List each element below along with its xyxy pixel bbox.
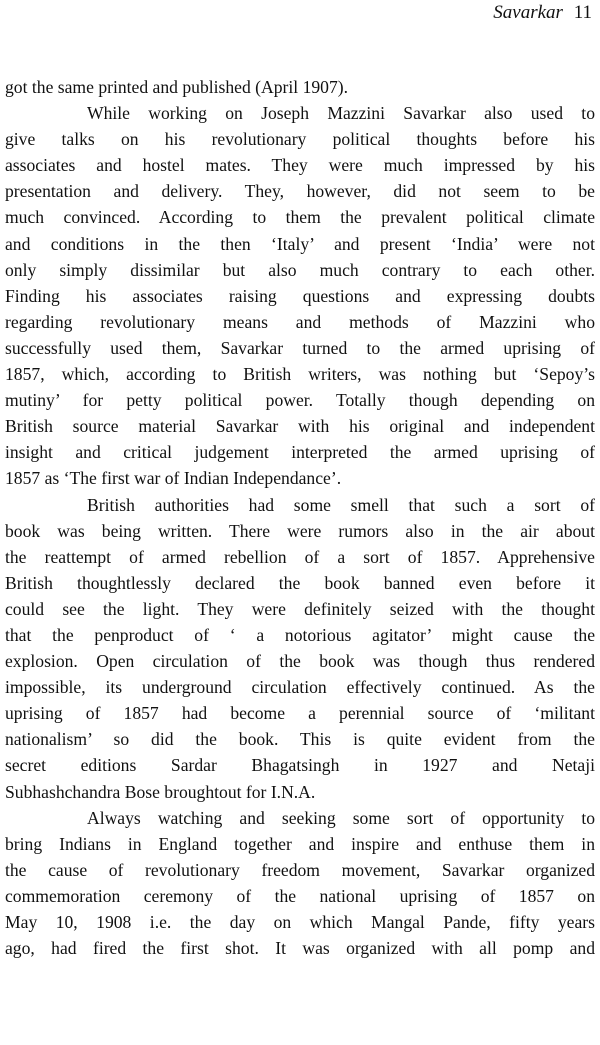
text-line: Finding his associates raising questions and expressing doubts: [5, 285, 595, 306]
text-line: uprising of 1857 had become a perennial source of ‘militant: [5, 703, 595, 724]
text-line: 1857, which, according to British writers, was nothing but ‘Sepoy’s: [5, 364, 595, 385]
text-line: regarding revolutionary means and methods of Mazzini who: [5, 311, 595, 332]
text-line: book was being written. There were rumors also in the air about: [5, 520, 595, 541]
text-line: give talks on his revolutionary political thoughts before his: [5, 129, 595, 150]
text-line: only simply dissimilar but also much contrary to each other.: [5, 259, 595, 280]
text-line: successfully used them, Savarkar turned to the armed uprising of: [5, 337, 595, 358]
text-line: British thoughtlessly declared the book banned even before it: [5, 572, 595, 593]
text-line: British authorities had some smell that such a sort of: [87, 494, 595, 515]
text-line: secret editions Sardar Bhagatsingh in 1927 and Netaji: [5, 755, 595, 776]
paragraph: [5, 805, 595, 962]
running-header: [493, 2, 592, 24]
text-line: insight and critical judgement interpreted the armed uprising of: [5, 442, 595, 463]
text-line: May 10, 1908 i.e. the day on which Mangal Pande, fifty years: [5, 912, 595, 932]
text-line: much convinced. According to them the prevalent political climate: [5, 207, 595, 228]
text-line: Always watching and seeking some sort of opportunity to: [87, 807, 595, 828]
paragraph: [5, 74, 595, 100]
paragraph: [5, 492, 595, 805]
text-line: Subhashchandra Bose broughtout for I.N.A.: [5, 781, 316, 802]
text-line: got the same printed and published (April 1907).: [5, 77, 349, 97]
text-line: commemoration ceremony of the national uprising of 1857 on: [5, 885, 595, 906]
text-line: nationalism’ so did the book. This is quite evident from the: [5, 729, 595, 750]
text-line: British source material Savarkar with his original and independent: [5, 416, 595, 437]
page-number: 11: [573, 2, 592, 23]
text-line: and conditions in the then ‘Italy’ and present ‘India’ were not: [5, 233, 595, 254]
text-line: could see the light. They were definitely seized with the thought: [5, 598, 595, 619]
text-line: presentation and delivery. They, however, did not seem to be: [5, 181, 595, 202]
text-line: associates and hostel mates. They were much impressed by his: [5, 155, 595, 176]
text-line: While working on Joseph Mazzini Savarkar also used to: [87, 103, 595, 124]
text-line: mutiny’ for petty political power. Totally though depending on: [5, 390, 595, 411]
text-line: that the penproduct of ‘ a notorious agitator’ might cause the: [5, 624, 595, 645]
text-line: bring Indians in England together and inspire and enthuse them in: [5, 833, 595, 854]
text-line: ago, had fired the first shot. It was organized with all pomp and: [5, 938, 595, 959]
running-header-title: Savarkar: [493, 2, 563, 23]
text-line: the cause of revolutionary freedom movement, Savarkar organized: [5, 859, 595, 880]
paragraph: [5, 100, 595, 491]
text-line: impossible, its underground circulation effectively continued. As the: [5, 677, 595, 698]
text-line: explosion. Open circulation of the book was though thus rendered: [5, 651, 595, 672]
text-line: the reattempt of armed rebellion of a sort of 1857. Apprehensive: [5, 546, 595, 567]
text-line: 1857 as ‘The first war of Indian Independance’.: [5, 468, 342, 489]
page-body-text: [5, 74, 595, 961]
